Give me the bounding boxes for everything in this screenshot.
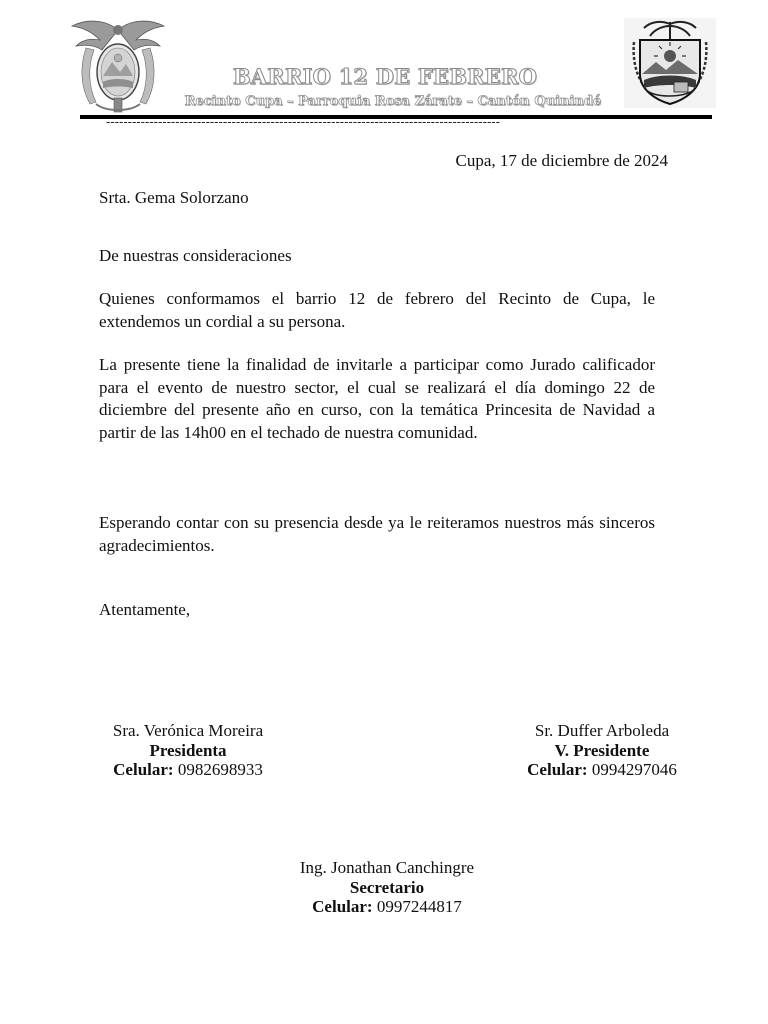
signer-role: V. Presidente xyxy=(554,740,650,760)
paragraph-thanks: Esperando contar con su presencia desde ya le reiteramos nuestros más sinceros agradecimientos. xyxy=(99,513,655,555)
phone-number: 0997244817 xyxy=(376,897,462,917)
closing: Atentamente, xyxy=(99,600,191,619)
phone-number: 0982698933 xyxy=(177,760,263,780)
paragraph-invitation: La presente tiene la finalidad de invitarle a participar como Jurado calificador para el evento de nuestro sector, el cual se realizará el día domingo 22 de diciembre del presente año en curso, con la temática Princesita de Navidad a partir de las 14h00 en el techado de nuestra comunidad. xyxy=(99,355,655,442)
signer-name: Sr. Duffer Arboleda xyxy=(534,721,670,740)
greeting: De nuestras consideraciones xyxy=(99,246,292,265)
phone-label: Celular: xyxy=(527,760,588,780)
signature-secretary xyxy=(270,858,504,917)
place-date: Cupa, 17 de diciembre de 2024 xyxy=(455,151,668,170)
dashed-divider: ------------------------------------------------------------------------------------------- xyxy=(106,114,500,129)
signature-president xyxy=(99,721,277,780)
signer-name: Sra. Verónica Moreira xyxy=(112,721,264,740)
header-subtitle: Recinto Cupa – Parroquia Rosa Zárate – Cantón Quinindé xyxy=(184,94,602,109)
recipient: Srta. Gema Solorzano xyxy=(99,188,249,207)
coat-of-arms-right-emblem xyxy=(624,18,716,108)
phone-number: 0994297046 xyxy=(591,760,677,780)
paragraph-intro: Quienes conformamos el barrio 12 de febrero del Recinto de Cupa, le extendemos un cordial a su persona. xyxy=(99,289,655,331)
signer-name: Ing. Jonathan Canchingre xyxy=(299,858,475,877)
signer-role: Secretario xyxy=(349,877,425,897)
phone-label: Celular: xyxy=(113,760,174,780)
signer-role: Presidenta xyxy=(149,740,227,760)
phone-label: Celular: xyxy=(312,897,373,917)
signature-vice-president xyxy=(504,721,700,780)
neighborhood-title: BARRIO 12 DE FEBRERO xyxy=(232,64,538,89)
